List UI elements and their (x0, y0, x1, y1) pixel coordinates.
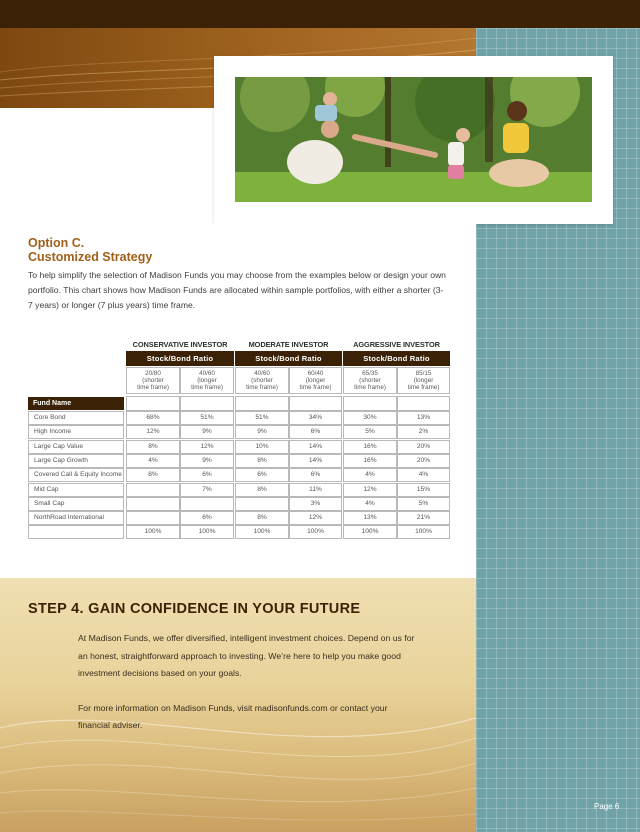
allocation-cell: 8% (126, 440, 180, 454)
allocation-cell: 30% (343, 411, 397, 425)
allocation-cell: 34% (289, 411, 342, 425)
allocation-cell: 8% (235, 511, 289, 525)
investor-heading-conservative: CONSERVATIVE INVESTOR (132, 340, 228, 349)
fund-name-cell: Large Cap Growth (28, 454, 124, 468)
allocation-cell: 6% (289, 425, 342, 439)
allocation-cell: 6% (235, 468, 289, 482)
ratio-column-header (126, 367, 180, 394)
ratio-column-frame2: time frame) (299, 384, 332, 391)
fund-name-cell (28, 525, 124, 539)
allocation-cell (180, 497, 234, 511)
allocation-cell: 100% (126, 525, 180, 539)
table-blank-cell (289, 396, 342, 411)
table-blank-cell (235, 396, 289, 411)
fund-name-cell: High Income (28, 425, 124, 439)
top-bar (0, 0, 640, 28)
allocation-cell: 100% (235, 525, 289, 539)
allocation-cell: 8% (126, 468, 180, 482)
allocation-cell (126, 511, 180, 525)
allocation-cell: 12% (289, 511, 342, 525)
fund-name-cell: Mid Cap (28, 483, 124, 497)
fund-name-cell: Core Bond (28, 411, 124, 425)
ratio-column-header (343, 367, 397, 394)
allocation-cell: 8% (235, 454, 289, 468)
ratio-column-ratio: 40/60 (199, 370, 215, 377)
investor-heading-aggressive: AGGRESSIVE INVESTOR (353, 340, 440, 349)
allocation-cell: 6% (180, 511, 234, 525)
allocation-cell: 11% (289, 483, 342, 497)
ratio-column-frame2: time frame) (246, 384, 278, 391)
allocation-cell: 3% (289, 497, 342, 511)
ratio-column-header (289, 367, 342, 394)
allocation-cell: 13% (343, 511, 397, 525)
allocation-cell: 4% (126, 454, 180, 468)
ratio-column-header (180, 367, 234, 394)
investor-heading-moderate: MODERATE INVESTOR (248, 340, 329, 349)
ratio-column-ratio: 40/60 (254, 370, 270, 377)
ratio-column-header (397, 367, 450, 394)
allocation-cell: 14% (289, 454, 342, 468)
option-subtitle: Customized Strategy (28, 250, 153, 264)
allocation-cell: 9% (235, 425, 289, 439)
allocation-cell: 15% (397, 483, 450, 497)
allocation-cell: 13% (397, 411, 450, 425)
option-title: Option C. (28, 236, 85, 250)
allocation-cell: 12% (180, 440, 234, 454)
allocation-cell: 100% (289, 525, 342, 539)
allocation-cell: 100% (180, 525, 234, 539)
allocation-cell (126, 497, 180, 511)
allocation-cell: 21% (397, 511, 450, 525)
family-photo (235, 77, 592, 202)
step-paragraph-1: At Madison Funds, we offer diversified, intelligent investment choices. Depend on us for an honest, straightforward approach to investing. We’re here to help you make good investment decisions based on your goals. (78, 633, 415, 679)
allocation-cell: 9% (180, 454, 234, 468)
allocation-cell: 9% (180, 425, 234, 439)
allocation-cell: 7% (180, 483, 234, 497)
photo-frame (214, 56, 613, 224)
step-title: STEP 4. GAIN CONFIDENCE IN YOUR FUTURE (28, 601, 361, 617)
fund-name-cell: Covered Call & Equity Income (28, 468, 124, 482)
allocation-cell: 4% (343, 497, 397, 511)
ratio-column-frame1: (shorter (142, 377, 164, 384)
ratio-column-frame1: (longer (305, 377, 326, 384)
fund-name-cell: Large Cap Value (28, 440, 124, 454)
allocation-cell: 14% (289, 440, 342, 454)
step-paragraph-2: For more information on Madison Funds, visit madisonfunds.com or contact your financial adviser. (78, 702, 388, 731)
allocation-cell: 100% (343, 525, 397, 539)
allocation-cell: 16% (343, 440, 397, 454)
ratio-column-ratio: 65/35 (362, 370, 378, 377)
fund-name-cell: Small Cap (28, 497, 124, 511)
allocation-cell: 20% (397, 454, 450, 468)
fund-name-cell: NorthRoad International (28, 511, 124, 525)
ratio-column-frame1: (longer (413, 377, 434, 384)
allocation-cell (126, 483, 180, 497)
allocation-cell: 12% (343, 483, 397, 497)
ratio-header-moderate: Stock/Bond Ratio (235, 351, 342, 366)
allocation-cell: 12% (126, 425, 180, 439)
ratio-column-frame1: (longer (197, 377, 217, 384)
allocation-cell: 2% (397, 425, 450, 439)
allocation-cell: 100% (397, 525, 450, 539)
allocation-cell: 68% (126, 411, 180, 425)
allocation-cell: 20% (397, 440, 450, 454)
ratio-column-header (235, 367, 289, 394)
ratio-header-conservative: Stock/Bond Ratio (126, 351, 234, 366)
ratio-column-ratio: 85/15 (415, 370, 432, 377)
allocation-cell: 4% (397, 468, 450, 482)
table-blank-cell (180, 396, 234, 411)
ratio-column-frame1: (shorter (359, 377, 381, 384)
table-blank-cell (126, 396, 180, 411)
allocation-cell: 10% (235, 440, 289, 454)
table-blank-cell (397, 396, 450, 411)
allocation-cell (235, 497, 289, 511)
allocation-cell: 16% (343, 454, 397, 468)
ratio-column-frame2: time frame) (354, 384, 386, 391)
ratio-column-ratio: 20/80 (145, 370, 161, 377)
ratio-column-frame2: time frame) (137, 384, 169, 391)
step-body (78, 630, 418, 735)
ratio-column-ratio: 60/40 (307, 370, 324, 377)
fund-name-header: Fund Name (28, 397, 124, 410)
ratio-column-frame1: (shorter (251, 377, 273, 384)
allocation-cell: 51% (235, 411, 289, 425)
allocation-cell: 4% (343, 468, 397, 482)
allocation-cell: 5% (343, 425, 397, 439)
ratio-column-frame2: time frame) (191, 384, 223, 391)
ratio-header-aggressive: Stock/Bond Ratio (343, 351, 450, 366)
intro-paragraph: To help simplify the selection of Madison Funds you may choose from the examples below or design your own portfolio. This chart shows how Madison Funds are allocated within sample portfolios, with either a shorter (3-7 years) or longer (7 plus years) time frame. (28, 270, 446, 310)
allocation-cell: 8% (235, 483, 289, 497)
allocation-cell: 6% (180, 468, 234, 482)
allocation-cell: 6% (289, 468, 342, 482)
page-number: Page 6 (594, 802, 620, 811)
allocation-cell: 51% (180, 411, 234, 425)
allocation-cell: 5% (397, 497, 450, 511)
table-blank-cell (343, 396, 397, 411)
ratio-column-frame2: time frame) (407, 384, 440, 391)
